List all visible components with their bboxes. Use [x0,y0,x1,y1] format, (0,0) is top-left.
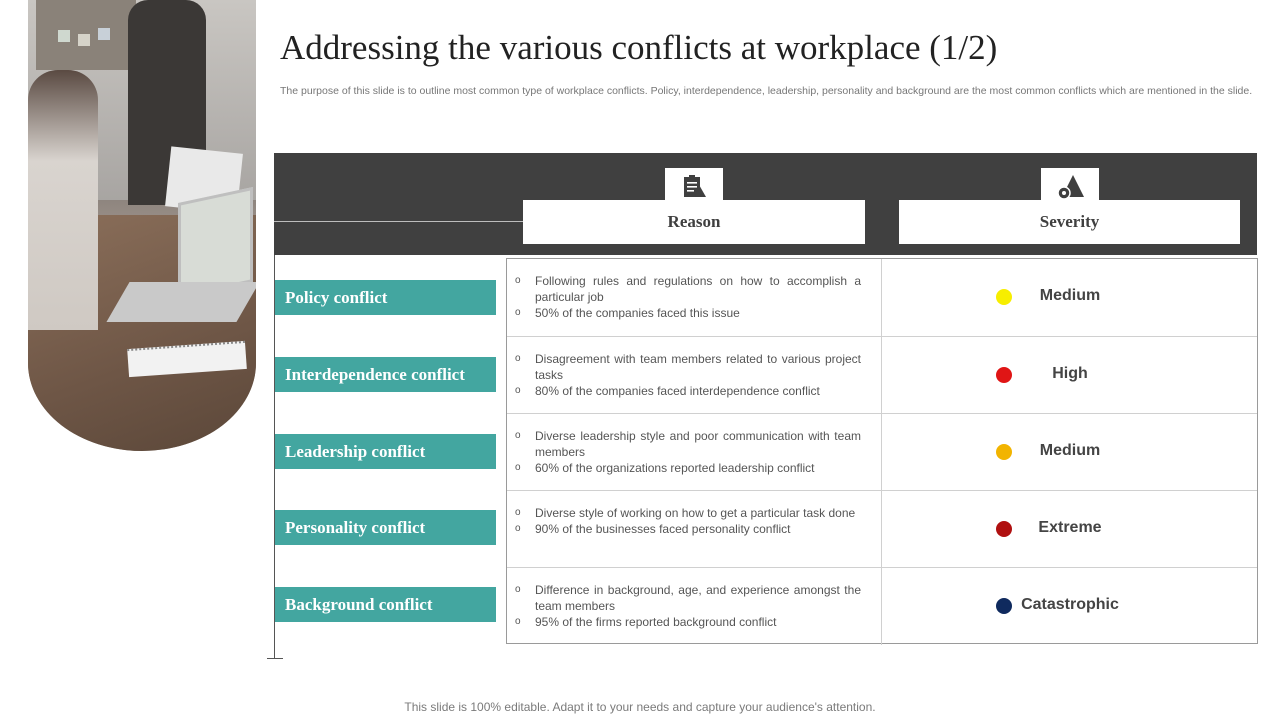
severity-cell [883,337,1257,414]
page-title: Addressing the various conflicts at workplace (1/2) [280,28,998,67]
label-leadership-conflict: Leadership conflict [275,434,496,469]
severity-value: High [1052,365,1088,382]
page-subtitle: The purpose of this slide is to outline most common type of workplace conflicts. Policy, interdependence, leadership, personality and background are the most common conflicts which are mentioned in the slide. [280,85,1253,97]
header-divider [274,221,524,222]
footer-note: This slide is 100% editable. Adapt it to your needs and capture your audience's attention. [404,700,876,714]
reason-cell [507,568,882,645]
severity-value: Medium [1039,287,1101,304]
reason-icon-tab [665,168,723,202]
bullet-item: o 60% of the organizations reported leadership conflict [515,461,815,475]
reason-cell [507,337,882,414]
label-interdependence-conflict: Interdependence conflict [275,357,496,392]
label-background-conflict: Background conflict [275,587,496,622]
reason-cell [507,414,882,491]
severity-value: Catastrophic [1021,596,1119,613]
bullet-item: o Disagreement with team members related to various project tasks [515,352,861,382]
bullet-item: o 50% of the companies faced this issue [515,306,740,320]
table-row [507,491,1257,568]
conflict-table [506,258,1258,644]
bullet-item: o 80% of the companies faced interdependence conflict [515,384,820,398]
severity-cell [883,414,1257,491]
bullet-item: o 90% of the businesses faced personality conflict [515,522,791,536]
severity-cell [883,491,1257,568]
bullet-item: o 95% of the firms reported background conflict [515,615,777,629]
label-policy-conflict: Policy conflict [275,280,496,315]
clipboard-icon [681,173,707,199]
severity-cell [883,568,1257,645]
severity-value: Extreme [1038,519,1102,536]
table-row [507,259,1257,336]
table-row [507,568,1257,645]
table-row [507,414,1257,491]
severity-cell [883,259,1257,336]
severity-header: Severity [899,200,1240,244]
table-row [507,337,1257,414]
bullet-item: o Following rules and regulations on how to accomplish a particular job [515,274,861,304]
severity-icon-tab [1041,168,1099,202]
connector-tick [267,658,283,659]
bullet-item: o Diverse style of working on how to get a particular task done [515,506,856,520]
gear-warning-icon [1057,173,1085,199]
reason-cell [507,259,882,336]
reason-cell [507,491,882,568]
label-personality-conflict: Personality conflict [275,510,496,545]
bullet-item: o Diverse leadership style and poor communication with team members [515,429,861,459]
office-photo [28,0,256,451]
bullet-item: o Difference in background, age, and experience amongst the team members [515,583,861,613]
severity-value: Medium [1039,442,1101,459]
reason-header: Reason [523,200,865,244]
